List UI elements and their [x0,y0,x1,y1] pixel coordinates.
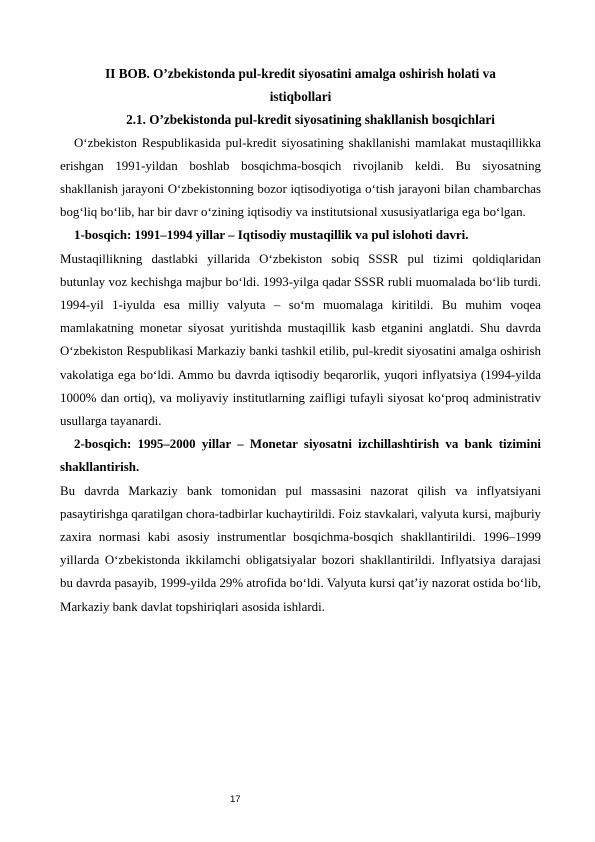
section-title: 2.1. O’zbekistonda pul-kredit siyosatining shakllanish bosqichlari [126,112,495,128]
stage-1-heading: 1-bosqich: 1991–1994 yillar – Iqtisodiy mustaqillik va pul islohoti davri. [74,228,469,243]
intro-paragraph: O‘zbekiston Respublikasida pul-kredit siyosatining shakllanishi mamlakat mustaqillikka erishgan 1991-yildan boshlab bosqichma-bosqich rivojlanib keldi. Bu siyosatning shakllanish jarayoni O‘zbekistonning bozor iqtisodiyotiga o‘tish jarayoni bilan chambarchas bog‘liq bo‘lib, har bir davr o‘zining iqtisodiy va institutsional xususiyatlariga ega bo‘lgan. [60,135,541,220]
page-number: 17 [230,794,241,805]
document-page [60,62,541,619]
stage-2-paragraph: Bu davrda Markaziy bank tomonidan pul massasini nazorat qilish va inflyatsiyani pasaytirishga qaratilgan chora-tadbirlar kuchaytirildi. Foiz stavkalari, valyuta kursi, majburiy zaxira normasi kabi asosiy instrumentlar bosqichma-bosqich shakllantirildi. 1996–1999 yillarda O‘zbekistonda ikkilamchi obligatsiyalar bozori shakllantirildi. Inflyatsiya darajasi bu davrda pasayib, 1999-yilda 29% atrofida bo‘ldi. Valyuta kursi qat’iy nazorat ostida bo‘lib, Markaziy bank davlat topshiriqlari asosida ishlardi. [60,483,541,614]
stage-2-heading: 2-bosqich: 1995–2000 yillar – Monetar siyosatni izchillashtirish va bank tizimini shakllantirish. [60,437,541,475]
stage-1-paragraph: Mustaqillikning dastlabki yillarida O‘zbekiston sobiq SSSR pul tizimi qoldiqlaridan butunlay voz kechishga majbur bo‘ldi. 1993-yilga qadar SSSR rubli muomalada bo‘lib turdi. 1994-yil 1-iyulda esa milliy valyuta – so‘m muomalaga kiritildi. Bu muhim voqea mamlakatning monetar siyosat yuritishda mustaqillik kasb etganini anglatdi. Shu davrda O‘zbekiston Respublikasi Markaziy banki tashkil etilib, pul-kredit siyosatini amalga oshirish vakolatiga ega bo‘ldi. Ammo bu davrda iqtisodiy beqarorlik, yuqori inflyatsiya (1994-yilda 1000% dan ortiq), va moliyaviy institutlarning zaifligi tufayli siyosat ko‘proq administrativ usullarga tayanardi. [60,251,541,429]
chapter-title: II BOB. O’zbekistonda pul-kredit siyosatini amalga oshirish holati va istiqbollari [105,66,496,105]
